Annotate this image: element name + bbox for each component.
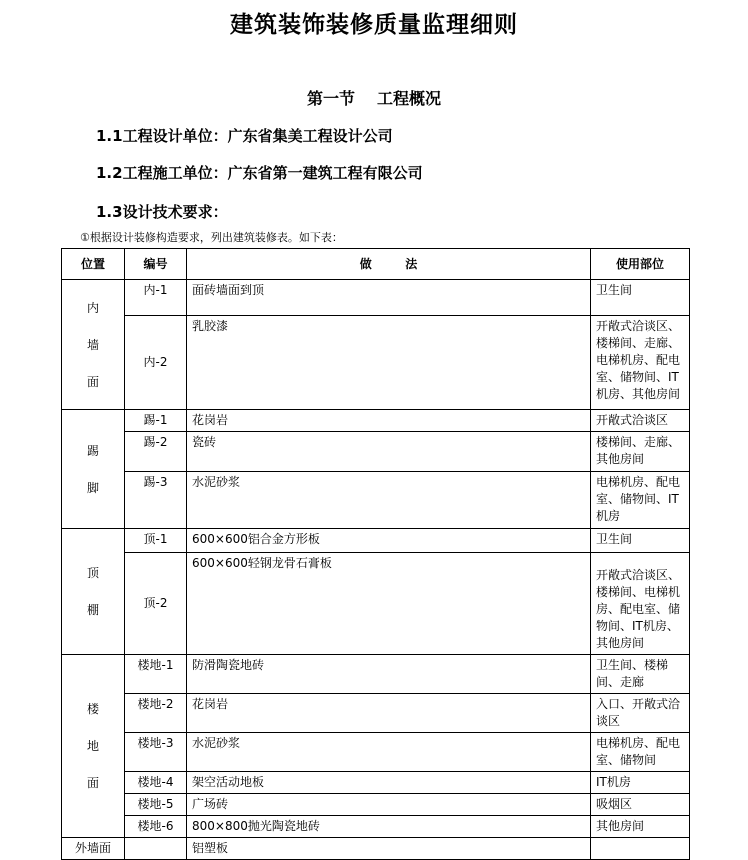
position-cell-skirting: 踢 脚	[62, 410, 125, 529]
document-title: 建筑装饰装修质量监理细则	[230, 12, 518, 38]
table-row	[62, 316, 690, 410]
location-cell: 卫生间、楼梯间、走廊	[591, 655, 690, 694]
code-cell: 内-1	[125, 280, 187, 316]
header-method: 做 法	[187, 249, 591, 280]
code-cell: 内-2	[125, 316, 187, 410]
location-cell: 吸烟区	[591, 794, 690, 816]
table-row	[62, 838, 690, 860]
method-cell: 600×600轻钢龙骨石膏板	[187, 553, 591, 655]
method-cell: 乳胶漆	[187, 316, 591, 410]
table-row	[62, 733, 690, 772]
section-heading	[0, 86, 748, 109]
table-row	[62, 280, 690, 316]
method-cell: 防滑陶瓷地砖	[187, 655, 591, 694]
position-cell-interior-wall: 内 墙 面	[62, 280, 125, 410]
code-cell: 踢-2	[125, 432, 187, 472]
section-name: 工程概况	[377, 89, 442, 108]
method-cell: 瓷砖	[187, 432, 591, 472]
section-label: 第一节	[306, 89, 355, 108]
location-cell: 入口、开敞式洽谈区	[591, 694, 690, 733]
header-location: 使用部位	[591, 249, 690, 280]
table-row	[62, 816, 690, 838]
design-unit-line: 1.1工程设计单位：广东省集美工程设计公司	[96, 127, 393, 145]
table-row	[62, 553, 690, 655]
method-cell: 面砖墙面到顶	[187, 280, 591, 316]
position-cell-ceiling: 顶 棚	[62, 529, 125, 655]
method-cell: 花岗岩	[187, 410, 591, 432]
code-cell	[125, 838, 187, 860]
table-row	[62, 432, 690, 472]
table-row	[62, 772, 690, 794]
method-cell: 花岗岩	[187, 694, 591, 733]
code-cell: 顶-2	[125, 553, 187, 655]
table-row	[62, 529, 690, 553]
location-cell: 电梯机房、配电室、储物间	[591, 733, 690, 772]
location-cell	[591, 838, 690, 860]
method-cell: 水泥砂浆	[187, 472, 591, 529]
technical-requirements-line: 1.3设计技术要求：	[96, 203, 228, 221]
table-row	[62, 794, 690, 816]
location-cell: 电梯机房、配电室、储物间、IT机房	[591, 472, 690, 529]
method-cell: 铝塑板	[187, 838, 591, 860]
location-cell: 其他房间	[591, 816, 690, 838]
code-cell: 楼地-3	[125, 733, 187, 772]
code-cell: 顶-1	[125, 529, 187, 553]
location-cell: 卫生间	[591, 280, 690, 316]
code-cell: 踢-3	[125, 472, 187, 529]
location-cell: 楼梯间、走廊、其他房间	[591, 432, 690, 472]
location-cell: IT机房	[591, 772, 690, 794]
table-header-row	[62, 249, 690, 280]
code-cell: 楼地-6	[125, 816, 187, 838]
method-cell: 广场砖	[187, 794, 591, 816]
table-row	[62, 655, 690, 694]
table-intro-note: ①根据设计装修构造要求，列出建筑装修表。如下表：	[80, 231, 343, 244]
location-cell: 卫生间	[591, 529, 690, 553]
code-cell: 楼地-1	[125, 655, 187, 694]
table-row	[62, 694, 690, 733]
location-cell: 开敞式洽谈区、楼梯间、走廊、电梯机房、配电室、储物间、IT机房、其他房间	[591, 316, 690, 410]
decoration-schedule-table	[61, 248, 690, 860]
method-cell: 800×800抛光陶瓷地砖	[187, 816, 591, 838]
code-cell: 楼地-2	[125, 694, 187, 733]
position-cell-exterior-wall: 外墙面	[62, 838, 125, 860]
construction-unit-line: 1.2工程施工单位：广东省第一建筑工程有限公司	[96, 164, 423, 182]
header-code: 编号	[125, 249, 187, 280]
code-cell: 踢-1	[125, 410, 187, 432]
location-cell: 开敞式洽谈区	[591, 410, 690, 432]
table-row	[62, 410, 690, 432]
position-cell-floor: 楼 地 面	[62, 655, 125, 838]
code-cell: 楼地-4	[125, 772, 187, 794]
method-cell: 水泥砂浆	[187, 733, 591, 772]
location-cell: 开敞式洽谈区、楼梯间、电梯机房、配电室、储物间、IT机房、其他房间	[591, 553, 690, 655]
code-cell: 楼地-5	[125, 794, 187, 816]
method-cell: 架空活动地板	[187, 772, 591, 794]
table-row	[62, 472, 690, 529]
method-cell: 600×600铝合金方形板	[187, 529, 591, 553]
header-position: 位置	[62, 249, 125, 280]
